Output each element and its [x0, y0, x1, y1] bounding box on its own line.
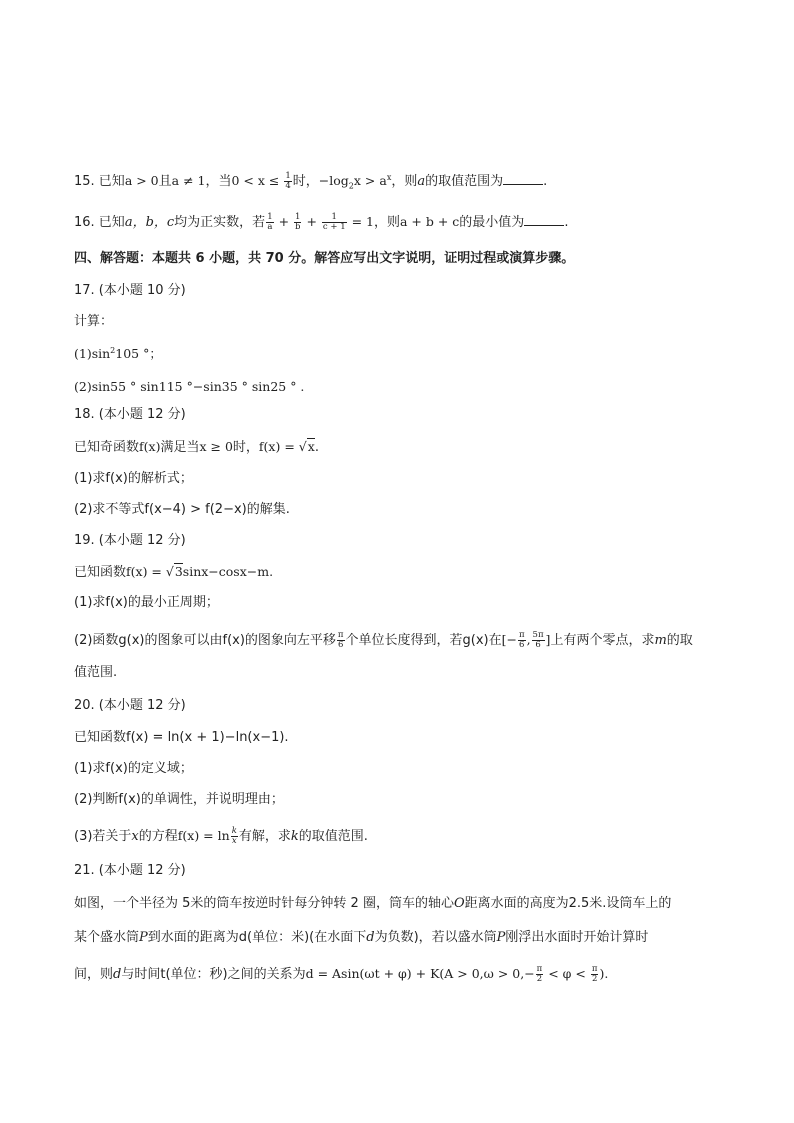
- q20-heading: 20. (本小题 12 分): [74, 698, 186, 713]
- q15-variable: a: [417, 174, 426, 189]
- q15-fraction: $\frac{1}{4}$: [285, 171, 291, 191]
- q21-fraction-right: $\frac{\pi}{2}$: [591, 964, 598, 984]
- q15-cond2: a ≠ 1: [171, 173, 206, 188]
- q18-line-1: 已知奇函数f(x)满足当x ≥ 0时，f(x) = √x.: [74, 439, 319, 455]
- q15-answer-blank[interactable]: [503, 172, 543, 185]
- q15-prefix: 15. 已知: [74, 174, 125, 189]
- q16-variables: a，b，c: [124, 215, 175, 230]
- q21-line-2: 某个盛水筒P到水面的距离为d(单位：米)(在水面下d为负数)，若以盛水筒P刚浮出水面时开始计算时: [74, 930, 649, 945]
- section-4-heading: 四、解答题：本题共 6 小题，共 70 分。解答应写出文字说明，证明过程或演算步骤。: [74, 251, 575, 266]
- q19-heading: 19. (本小题 12 分): [74, 533, 186, 548]
- q19-part-1: (1)求f(x)的最小正周期；: [74, 595, 219, 610]
- q20-part-1: (1)求f(x)的定义域；: [74, 761, 193, 776]
- q19-line-1: 已知函数f(x) = √3sinx−cosx−m.: [74, 564, 274, 580]
- q16-fraction-3: $\frac{1}{c + 1}$: [322, 212, 346, 232]
- q16-text1: 均为正实数，若: [174, 215, 266, 230]
- q17-part-1: $(1)\sin^2105$ °；: [74, 345, 162, 361]
- q15-text4: ，则: [391, 174, 418, 189]
- q17-line-1: 计算：: [74, 314, 114, 329]
- q18-part-1: (1)求f(x)的解析式；: [74, 471, 193, 486]
- q20-line-1: 已知函数f(x) = ln(x + 1)−ln(x−1).: [74, 730, 289, 745]
- q15-cond3: 0 < x ≤: [231, 173, 284, 188]
- q21-line-1: 如图，一个半径为 5米的筒车按逆时针每分钟转 2 圈，筒车的轴心O距离水面的高度为2.5米.设筒车上的: [74, 896, 672, 911]
- q17-part-2: (2)sin55 ° sin115 °−sin35 ° sin25 ° .: [74, 379, 305, 394]
- q21-heading: 21. (本小题 12 分): [74, 863, 186, 878]
- q16-text2: ，则: [373, 215, 400, 230]
- q15-text5: 的取值范围为: [425, 174, 504, 189]
- q18-part-2: (2)求不等式f(x−4) > f(2−x)的解集.: [74, 502, 290, 517]
- q17-heading: 17. (本小题 10 分): [74, 283, 186, 298]
- q19-fraction-right: $\frac{5\pi}{6}$: [532, 630, 544, 650]
- q15-cond1: a > 0: [124, 173, 159, 188]
- q21-fraction-left: $\frac{\pi}{2}$: [536, 964, 543, 984]
- q16-prefix: 16. 已知: [74, 215, 125, 230]
- q20-part-3: (3)若关于x的方程f(x) = ln $\frac{k}{x}$ 有解，求k的取值范围.: [74, 826, 368, 846]
- q16-fraction-2: $\frac{1}{b}$: [295, 212, 301, 232]
- q18-heading: 18. (本小题 12 分): [74, 407, 186, 422]
- q19-part-2-cont: 值范围.: [74, 665, 118, 680]
- q15-text1: 且: [158, 174, 172, 189]
- q15-inequality: $-\log_2x > a^x$: [318, 172, 392, 191]
- question-15: 15. 已知a > 0且a ≠ 1，当0 < x ≤ $\frac{1}{4}$ 时，$-\log_2x > a^x$，则a的取值范围为 .: [74, 171, 548, 191]
- q19-fraction-shift: $\frac{\pi}{6}$: [337, 630, 344, 650]
- q21-line-3: 间，则d与时间t(单位：秒)之间的关系为d = Asin(ωt + φ) + K(A > 0,ω > 0,− $\frac{\pi}{2}$ < φ < $\frac{\pi}{2}$ ).: [74, 964, 609, 984]
- q15-text2: ，当: [205, 174, 232, 189]
- q16-text3: 的最小值为: [459, 215, 525, 230]
- q16-answer-blank[interactable]: [524, 213, 564, 226]
- q16-fraction-1: $\frac{1}{a}$: [267, 212, 273, 232]
- q19-fraction-left: $\frac{\pi}{6}$: [518, 630, 525, 650]
- q15-text3: 时，: [292, 174, 319, 189]
- q19-part-2: (2)函数g(x)的图象可以由f(x)的图象向左平移 $\frac{\pi}{6}$ 个单位长度得到，若g(x)在[− $\frac{\pi}{6}$ , $\frac{5\pi}{6}$ ]上有两个零点，求m的取: [74, 630, 693, 650]
- question-16: 16. 已知a，b，c均为正实数，若 $\frac{1}{a}$ + $\frac{1}{b}$ + $\frac{1}{c + 1}$ = 1，则a + b + c的最小值为 .: [74, 212, 569, 232]
- q16-expression: a + b + c: [400, 214, 460, 229]
- q20-fraction: $\frac{k}{x}$: [231, 826, 237, 846]
- q20-part-2: (2)判断f(x)的单调性，并说明理由；: [74, 792, 284, 807]
